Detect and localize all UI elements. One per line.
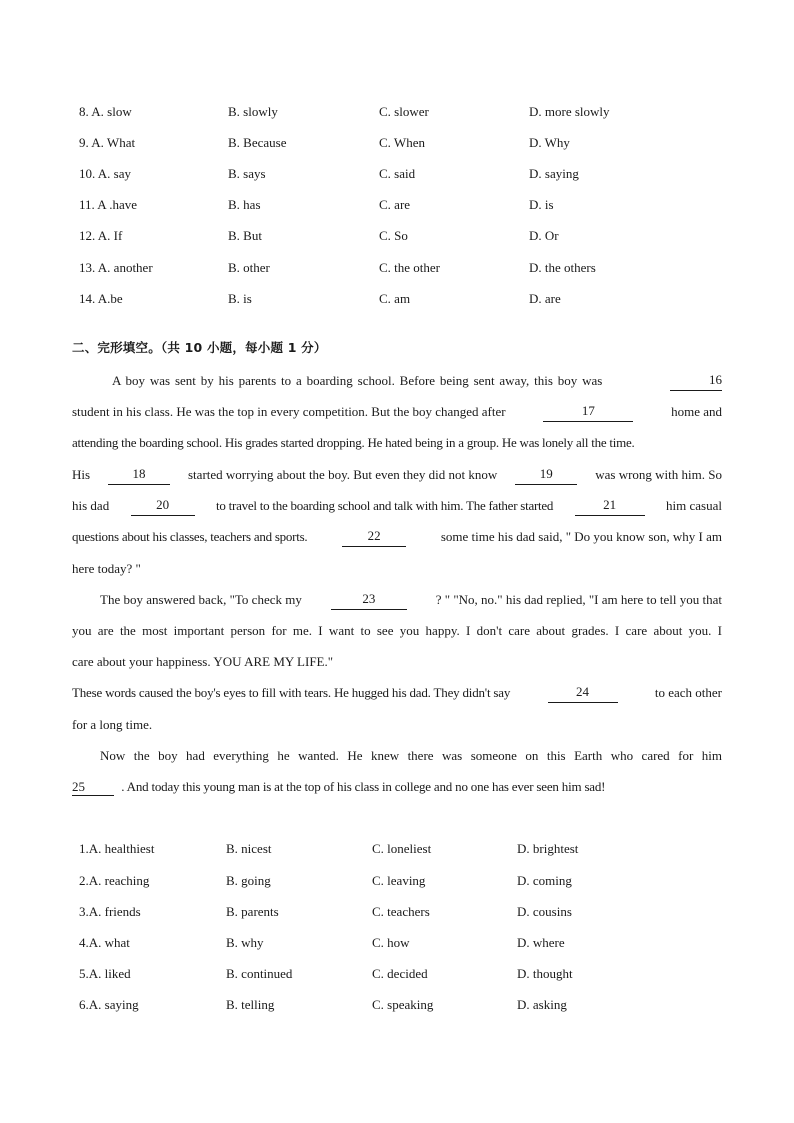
passage-line (100, 590, 722, 610)
option-d: D. saying (529, 166, 579, 181)
option-row (0, 289, 794, 309)
blank-16: 16 (670, 371, 722, 391)
option-row (0, 933, 794, 953)
option-d: D. thought (517, 966, 573, 981)
blank-17: 17 (543, 402, 633, 422)
passage-text: student in his class. He was the top in every competition. But the boy changed after (72, 404, 506, 419)
option-a: 5.A. liked (79, 966, 131, 981)
passage-line (112, 371, 722, 391)
passage-text: here today? " (72, 561, 141, 576)
blank-18: 18 (108, 465, 170, 485)
blank-19: 19 (515, 465, 577, 485)
option-c: C. When (379, 135, 425, 150)
option-row (0, 164, 794, 184)
option-c: C. So (379, 228, 408, 243)
option-row (0, 964, 794, 984)
option-c: C. speaking (372, 997, 434, 1012)
passage-text: Now the boy had everything he wanted. He knew there was someone on this Earth who cared for him (100, 748, 722, 763)
option-c: C. decided (372, 966, 428, 981)
blank-21: 21 (575, 496, 645, 516)
blank-23: 23 (331, 590, 407, 610)
passage-text: him casual (666, 498, 722, 513)
option-c: C. slower (379, 104, 429, 119)
passage-text: . And today this young man is at the top of his class in college and no one has ever seen him sad! (121, 779, 606, 794)
blank-20: 20 (131, 496, 195, 516)
passage-line (72, 559, 141, 579)
passage-line (72, 433, 635, 453)
option-c: C. how (372, 935, 410, 950)
passage-text: ? " "No, no." his dad replied, "I am here to tell you that (435, 592, 722, 607)
passage-text: his dad (72, 498, 110, 513)
option-a: 1.A. healthiest (79, 841, 155, 856)
passage-text: for a long time. (72, 717, 153, 732)
option-b: B. nicest (226, 841, 272, 856)
option-b: B. going (226, 873, 271, 888)
section-heading: 二、完形填空。（共 10 小题，每小题 1 分） (72, 340, 327, 355)
option-d: D. where (517, 935, 565, 950)
option-a: 14. A.be (79, 291, 123, 306)
passage-text: These words caused the boy's eyes to fill with tears. He hugged his dad. They didn't say (72, 685, 511, 700)
passage-text: questions about his classes, teachers and sports. (72, 529, 308, 544)
option-b: B. continued (226, 966, 293, 981)
option-d: D. are (529, 291, 561, 306)
passage-line (72, 683, 722, 703)
option-c: C. the other (379, 260, 441, 275)
option-d: D. asking (517, 997, 567, 1012)
option-d: D. coming (517, 873, 572, 888)
option-c: C. loneliest (372, 841, 432, 856)
option-a: 6.A. saying (79, 997, 139, 1012)
option-a: 10. A. say (79, 166, 131, 181)
option-b: B. parents (226, 904, 279, 919)
passage-text: some time his dad said, " Do you know son, why I am (440, 529, 722, 544)
blank-22: 22 (342, 527, 406, 547)
option-c: C. leaving (372, 873, 426, 888)
option-row (0, 839, 794, 859)
option-d: D. cousins (517, 904, 572, 919)
option-a: 8. A. slow (79, 104, 132, 119)
option-a: 3.A. friends (79, 904, 141, 919)
passage-text: The boy answered back, "To check my (100, 592, 302, 607)
option-row (0, 195, 794, 215)
passage-text: started worrying about the boy. But even they did not know (188, 467, 498, 482)
passage-line (72, 402, 722, 422)
option-c: C. are (379, 197, 411, 212)
option-b: B. why (226, 935, 264, 950)
passage-text: to each other (654, 685, 722, 700)
passage-text: A boy was sent by his parents to a boarding school. Before being sent away, this boy was (112, 373, 603, 388)
option-b: B. has (228, 197, 261, 212)
option-a: 2.A. reaching (79, 873, 150, 888)
passage-text: to travel to the boarding school and talk with him. The father started (216, 498, 554, 513)
option-row (0, 995, 794, 1015)
passage-text: you are the most important person for me. I want to see you happy. I don't care about grades. I care about you. I (72, 623, 722, 638)
option-row (0, 871, 794, 891)
option-a: 4.A. what (79, 935, 130, 950)
passage-line (72, 777, 605, 797)
option-a: 12. A. If (79, 228, 123, 243)
option-c: C. am (379, 291, 411, 306)
option-row (0, 226, 794, 246)
option-d: D. Why (529, 135, 570, 150)
passage-text: home and (671, 404, 722, 419)
option-b: B. says (228, 166, 266, 181)
option-b: B. slowly (228, 104, 278, 119)
option-d: D. more slowly (529, 104, 610, 119)
passage-line (72, 527, 722, 547)
passage-line (72, 715, 152, 735)
passage-line (72, 621, 722, 641)
option-row (0, 133, 794, 153)
option-b: B. Because (228, 135, 287, 150)
option-b: B. other (228, 260, 270, 275)
blank-24: 24 (548, 683, 618, 703)
passage-text: His (72, 467, 91, 482)
option-a: 13. A. another (79, 260, 153, 275)
passage-line (72, 465, 722, 485)
option-row (0, 258, 794, 278)
option-c: C. teachers (372, 904, 430, 919)
option-d: D. the others (529, 260, 596, 275)
passage-line (100, 746, 722, 766)
option-b: B. is (228, 291, 252, 306)
option-d: D. is (529, 197, 554, 212)
blank-25: 25 (72, 778, 114, 796)
passage-line (72, 652, 333, 672)
passage-text: care about your happiness. YOU ARE MY LIFE." (72, 654, 334, 669)
passage-text: attending the boarding school. His grades started dropping. He hated being in a group. He was lonely all the time. (72, 435, 635, 450)
passage-text: was wrong with him. So (595, 467, 722, 482)
option-d: D. Or (529, 228, 559, 243)
option-c: C. said (379, 166, 416, 181)
option-b: B. But (228, 228, 262, 243)
option-d: D. brightest (517, 841, 579, 856)
passage-line (72, 496, 722, 516)
option-b: B. telling (226, 997, 275, 1012)
option-a: 9. A. What (79, 135, 136, 150)
option-row (0, 102, 794, 122)
option-a: 11. A .have (79, 197, 138, 212)
option-row (0, 902, 794, 922)
